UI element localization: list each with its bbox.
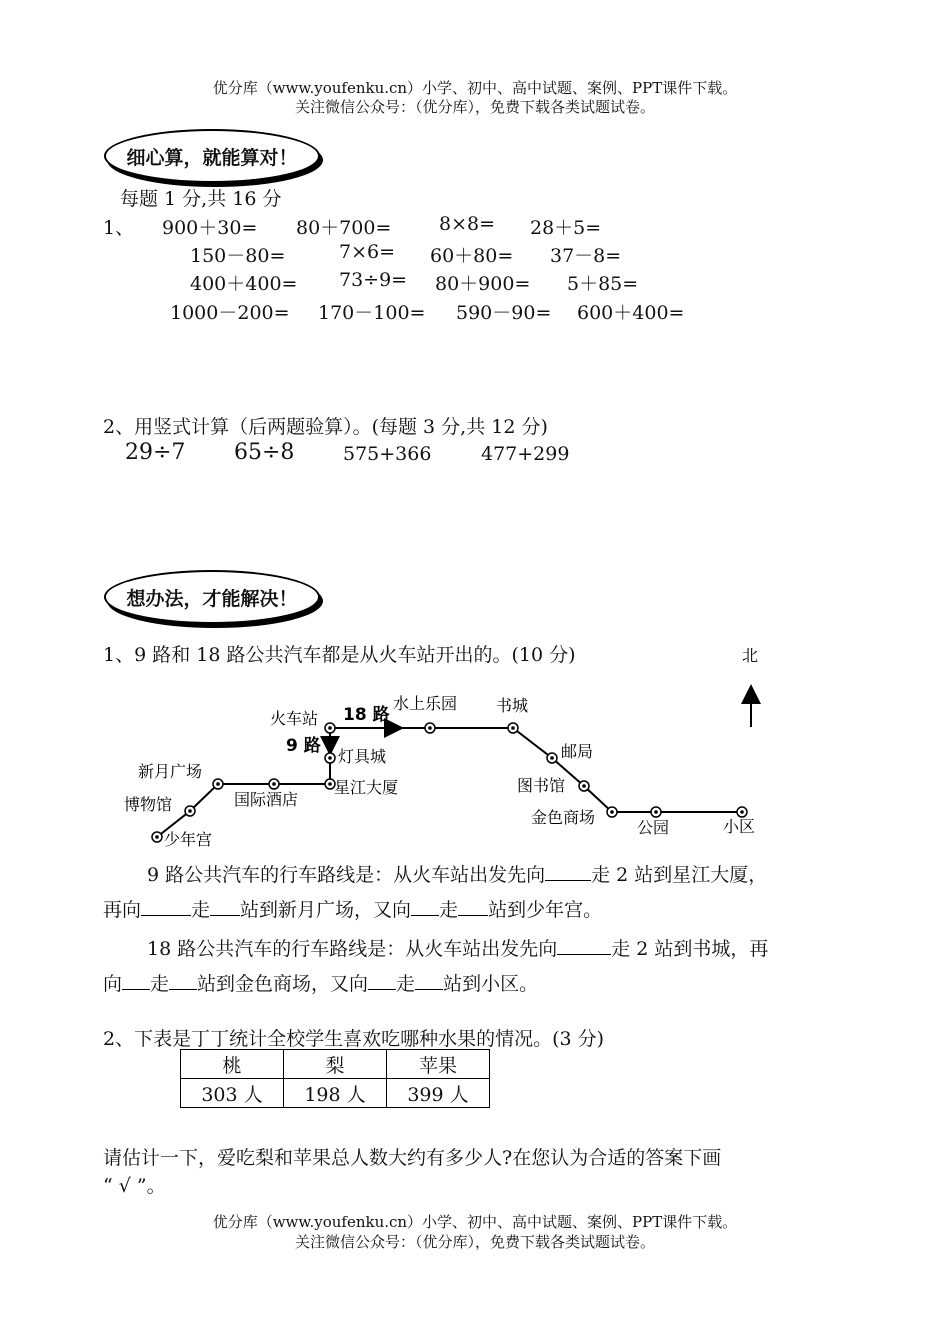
q1-number: 1、 — [103, 217, 135, 239]
route18-direction-3-blank[interactable] — [368, 971, 396, 990]
q2-title: 2、用竖式计算（后两题验算）。(每题 3 分,共 12 分) — [103, 416, 548, 438]
route18-paragraph: 18 路公共汽车的行车路线是：从火车站出发先向 走 2 站到书城，再 向 走 站到金色商场，又向 走 站到小区。 — [103, 938, 769, 995]
calc-item: 1000－200= — [170, 302, 290, 324]
calc-item: 80＋700= — [296, 217, 392, 239]
route18-direction-2-blank[interactable] — [122, 971, 150, 990]
label-route-18: 18 路 — [343, 705, 390, 725]
table-row — [181, 1079, 490, 1108]
route9-stops-3-blank[interactable] — [458, 897, 488, 916]
vertical-calc-item: 575+366 — [343, 443, 432, 465]
label-bookstore: 书城 — [496, 696, 529, 715]
route-18-line — [330, 728, 742, 812]
calc-item: 73÷9= — [339, 269, 408, 291]
label-golden-plaza: 金色商场 — [531, 808, 596, 827]
footer-line-2: 关注微信公众号：（优分库），免费下载各类试题试卷。 — [294, 1233, 655, 1251]
label-youth-palace: 少年宫 — [164, 830, 213, 849]
estimate-question-cont: “ √ ”。 — [103, 1175, 166, 1197]
estimate-question: 请估计一下，爱吃梨和苹果总人数大约有多少人?在您认为合适的答案下画 — [103, 1147, 722, 1169]
footer-line-1: 优分库（www.youfenku.cn）小学、初中、高中试题、案例、PPT课件下载。 — [212, 1213, 738, 1231]
table-header-cell: 桃 — [181, 1050, 284, 1079]
route9-direction-1-blank[interactable] — [545, 862, 591, 881]
label-xinyue-square: 新月广场 — [138, 762, 203, 781]
label-community: 小区 — [723, 817, 756, 836]
vertical-calc-item: 29÷7 — [125, 440, 186, 465]
label-xingjiang-tower: 星江大厦 — [334, 778, 399, 797]
fruit-table — [180, 1049, 490, 1108]
vertical-calc-item: 65÷8 — [234, 440, 295, 465]
calc-item: 5＋85= — [567, 273, 639, 295]
table-header-cell: 苹果 — [387, 1050, 490, 1079]
calc-item: 37－8= — [550, 245, 622, 267]
label-intl-hotel: 国际酒店 — [234, 790, 299, 809]
label-museum: 博物馆 — [124, 795, 173, 814]
label-train-station: 火车站 — [270, 709, 319, 728]
route18-direction-1-blank[interactable] — [557, 936, 611, 955]
calc-item: 170－100= — [318, 302, 426, 324]
label-water-park: 水上乐园 — [393, 694, 458, 713]
label-lamp-city: 灯具城 — [338, 747, 387, 766]
section2-banner: 想办法，才能解决！ — [104, 570, 320, 624]
s2-q2-title: 2、下表是丁丁统计全校学生喜欢吃哪种水果的情况。(3 分) — [103, 1028, 605, 1050]
table-header-cell: 梨 — [284, 1050, 387, 1079]
route9-direction-3-blank[interactable] — [411, 897, 439, 916]
calc-item: 8×8= — [439, 213, 496, 235]
header-line-1: 优分库（www.youfenku.cn）小学、初中、高中试题、案例、PPT课件下载。 — [212, 79, 738, 97]
table-cell: 303 人 — [181, 1079, 284, 1108]
table-cell: 198 人 — [284, 1079, 387, 1108]
label-post-office: 邮局 — [561, 742, 594, 761]
route18-stops-2-blank[interactable] — [169, 971, 197, 990]
label-library: 图书馆 — [517, 776, 566, 795]
calc-item: 600＋400= — [577, 302, 685, 324]
table-cell: 399 人 — [387, 1079, 490, 1108]
route18-stops-3-blank[interactable] — [415, 971, 443, 990]
calc-item: 150－80= — [190, 245, 286, 267]
calc-item: 900＋30= — [162, 217, 258, 239]
route9-paragraph: 9 路公共汽车的行车路线是：从火车站出发先向 走 2 站到星江大厦， 再向 走 站到新月广场，又向 走 站到少年宫。 — [103, 864, 768, 921]
vertical-calc-item: 477+299 — [481, 443, 570, 465]
calc-item: 400＋400= — [190, 273, 298, 295]
calc-item: 80＋900= — [435, 273, 531, 295]
score-note: 每题 1 分,共 16 分 — [120, 188, 282, 210]
calc-item: 590－90= — [456, 302, 552, 324]
calc-item: 28＋5= — [530, 217, 602, 239]
label-park: 公园 — [637, 818, 670, 837]
s2-q1-title: 1、9 路和 18 路公共汽车都是从火车站开出的。(10 分) — [103, 644, 576, 666]
route9-direction-2-blank[interactable] — [141, 897, 191, 916]
calc-item: 7×6= — [339, 241, 396, 263]
header-line-2: 关注微信公众号：（优分库），免费下载各类试题试卷。 — [294, 98, 655, 116]
table-row — [181, 1050, 490, 1079]
calc-item: 60＋80= — [430, 245, 514, 267]
north-label: 北 — [742, 646, 759, 665]
section1-banner: 细心算，就能算对！ — [104, 129, 320, 183]
route9-stops-2-blank[interactable] — [210, 897, 240, 916]
label-route-9: 9 路 — [286, 736, 321, 756]
